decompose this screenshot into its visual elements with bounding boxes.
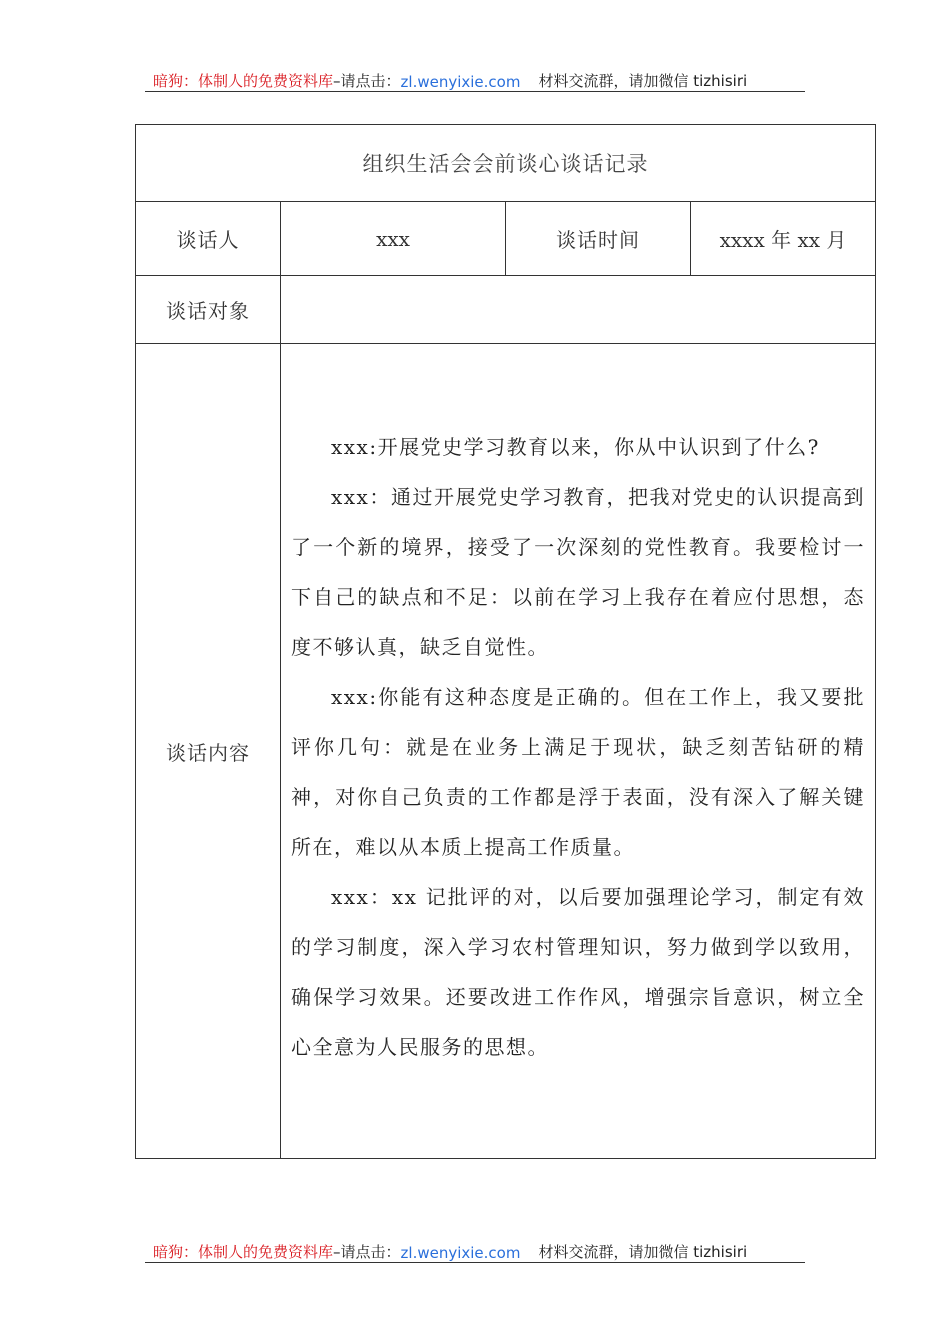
header-banner (145, 70, 805, 92)
time-value: xxxx 年 xx 月 (691, 202, 875, 276)
talk-record-table (135, 124, 876, 1159)
banner-group-info: 材料交流群，请加微信 tizhisiri (538, 72, 748, 90)
content-label: 谈话内容 (136, 344, 281, 1158)
footer-banner (145, 1241, 805, 1263)
talker-label: 谈话人 (136, 202, 281, 276)
time-label: 谈话时间 (506, 202, 691, 276)
content-paragraph: xxx:开展党史学习教育以来，你从中认识到了什么? (331, 435, 820, 459)
talk-content (281, 344, 875, 1158)
target-label: 谈话对象 (136, 276, 281, 344)
banner-link[interactable]: zl.wenyixie.com (400, 1244, 521, 1262)
banner-click-prompt: –请点击： (333, 1243, 401, 1261)
content-paragraph: xxx：xx 记批评的对，以后要加强理论学习，制定有效的学习制度，深入学习农村管理知识，努力做到学以致用，确保学习效果。还要改进工作作风，增强宗旨意识，树立全心全意为人民服务的思想。 (291, 885, 865, 1059)
banner-link[interactable]: zl.wenyixie.com (400, 73, 521, 91)
banner-site-name: 暗狗：体制人的免费资料库 (153, 72, 334, 90)
content-paragraph: xxx：通过开展党史学习教育，把我对党史的认识提高到了一个新的境界，接受了一次深刻的党性教育。我要检讨一下自己的缺点和不足：以前在学习上我存在着应付思想，态度不够认真，缺乏自觉性。 (291, 485, 865, 659)
table-title: 组织生活会会前谈心谈话记录 (136, 125, 875, 202)
target-value (281, 276, 875, 344)
banner-site-name: 暗狗：体制人的免费资料库 (153, 1243, 334, 1261)
content-paragraph: xxx:你能有这种态度是正确的。但在工作上，我又要批评你几句：就是在业务上满足于现状，缺乏刻苦钻研的精神，对你自己负责的工作都是浮于表面，没有深入了解关键所在，难以从本质上提高工作质量。 (291, 685, 865, 859)
banner-group-info: 材料交流群，请加微信 tizhisiri (538, 1243, 748, 1261)
talker-value: xxx (281, 202, 506, 276)
banner-click-prompt: –请点击： (333, 72, 401, 90)
